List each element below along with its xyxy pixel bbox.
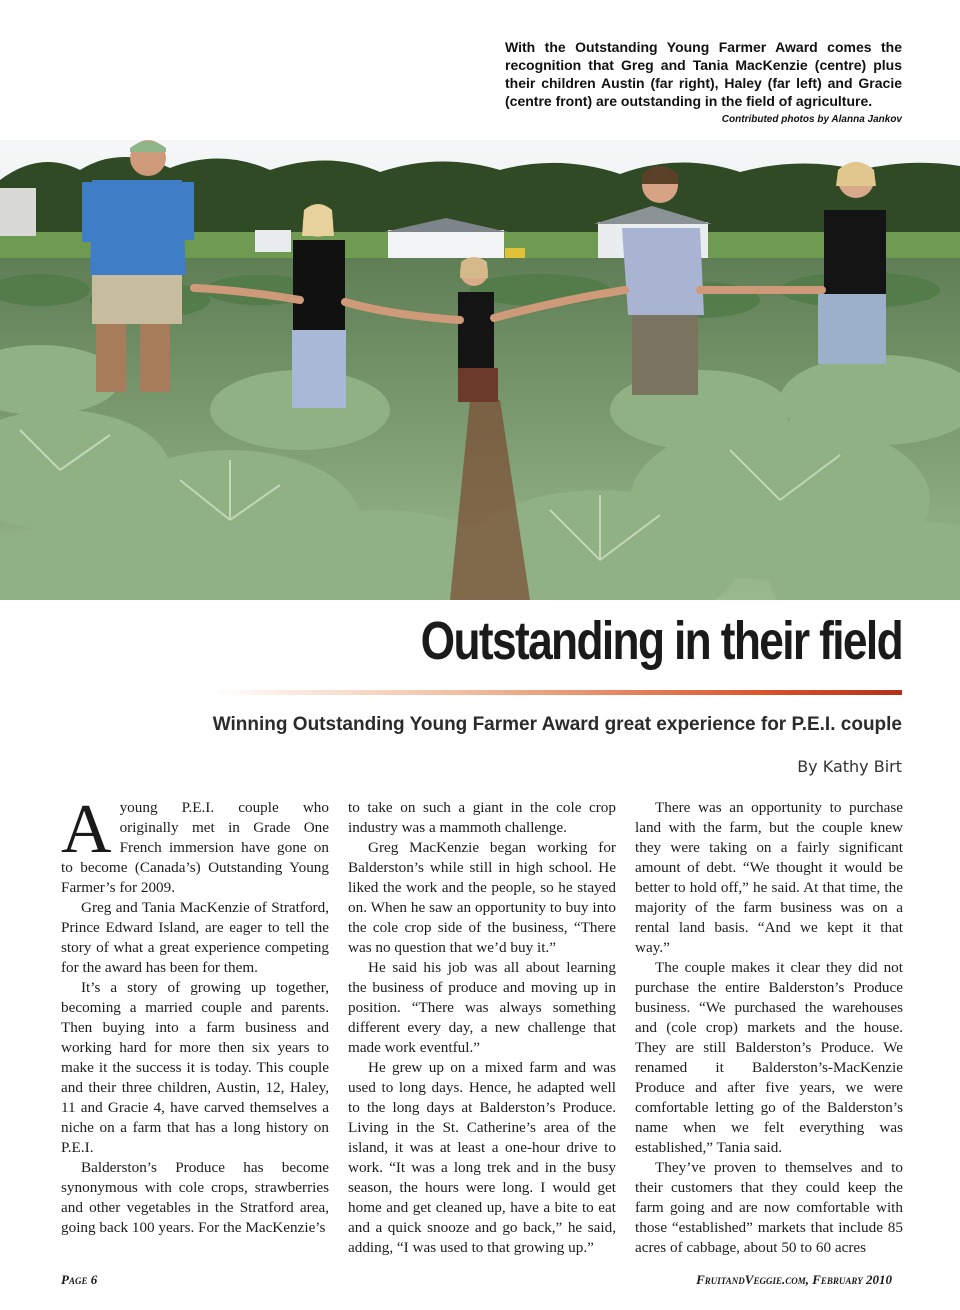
- paragraph: The couple makes it clear they did not purchase the entire Balderston’s Produce business. “We purchased the warehouses and (cole crop) markets and the house. They are still Balderston’s Produce. We renamed it Balderston’s-MacKenzie Produce and after five years, we were comfortable letting go of the Balderston’s name when we felt everything was established,” Tania said.: [635, 959, 903, 1156]
- paragraph: Balderston’s Produce has become synonymous with cole crops, strawberries and other vegetables in the Stratford area, going back 100 years. For the MacKenzie’s: [61, 1159, 329, 1236]
- paragraph: He said his job was all about learning the business of produce and moving up in position. “There was always something different every day, a new challenge that made work eventful.”: [348, 959, 616, 1056]
- paragraph: to take on such a giant in the cole crop industry was a mammoth challenge.: [348, 799, 616, 836]
- photo-credit: Contributed photos by Alanna Jankov: [721, 114, 902, 125]
- article-headline: Outstanding in their field: [420, 611, 902, 671]
- paragraph: They’ve proven to themselves and to their customers that they could keep the farm going and are now comfortable with those “established” markets that include 85 acres of cabbage, about 50 to 60 acres: [635, 1159, 903, 1256]
- paragraph: There was an opportunity to purchase land with the farm, but the couple knew they were taking on a fairly significant amount of debt. “We thought it would be better to hold off,” he said. At that time, the majority of the farm business was on a rental land basis. “And we kept it that way.”: [635, 799, 903, 956]
- article-column-2: [348, 798, 616, 1258]
- page-number: Page 6: [61, 1272, 98, 1287]
- paragraph: [61, 791, 329, 898]
- article-column-1: [61, 791, 329, 1238]
- cover-photo: [0, 140, 960, 600]
- photo-caption: With the Outstanding Young Farmer Award comes the recognition that Greg and Tania MacKenzie (centre) plus their children Austin (far right), Haley (far left) and Gracie (centre front) are outstanding in the field of agriculture.: [505, 39, 902, 109]
- publication-footer: FruitandVeggie.com, February 2010: [696, 1272, 892, 1287]
- paragraph: He grew up on a mixed farm and was used to long days. Hence, he adapted well to the long days at Balderston’s Produce. Living in the St. Catherine’s area of the island, it was at least a one-hour drive to work. “It was a long trek and in the busy season, the hours were long. I would get home and get cleaned up, have a bite to eat and a quick snooze and go back,” he said, adding, “I was used to that growing up.”: [348, 1059, 616, 1256]
- drop-cap: A: [61, 791, 112, 868]
- byline: By Kathy Birt: [797, 757, 902, 776]
- paragraph: Greg MacKenzie began working for Balderston’s while still in high school. He liked the work and the people, so he stayed on. When he saw an opportunity to buy into the cole crop side of the business, “There was no question that we’d buy it.”: [348, 839, 616, 956]
- article-column-3: [635, 798, 903, 1258]
- article-subhead: Winning Outstanding Young Farmer Award great experience for P.E.I. couple: [212, 714, 902, 735]
- paragraph: It’s a story of growing up together, becoming a married couple and parents. Then buying into a farm business and working hard for more then six years to make it the success it is today. This couple and their three children, Austin, 12, Haley, 11 and Gracie 4, have carved themselves a niche on a farm that has a long history on P.E.I.: [61, 979, 329, 1156]
- paragraph: Greg and Tania MacKenzie of Stratford, Prince Edward Island, are eager to tell the story of what a great experience competing for the award has been for them.: [61, 899, 329, 976]
- headline-rule: [212, 690, 902, 695]
- paragraph-text: young P.E.I. couple who originally met in Grade One French immersion have gone on to become (Canada’s) Outstanding Young Farmer’s for 2009.: [61, 799, 329, 896]
